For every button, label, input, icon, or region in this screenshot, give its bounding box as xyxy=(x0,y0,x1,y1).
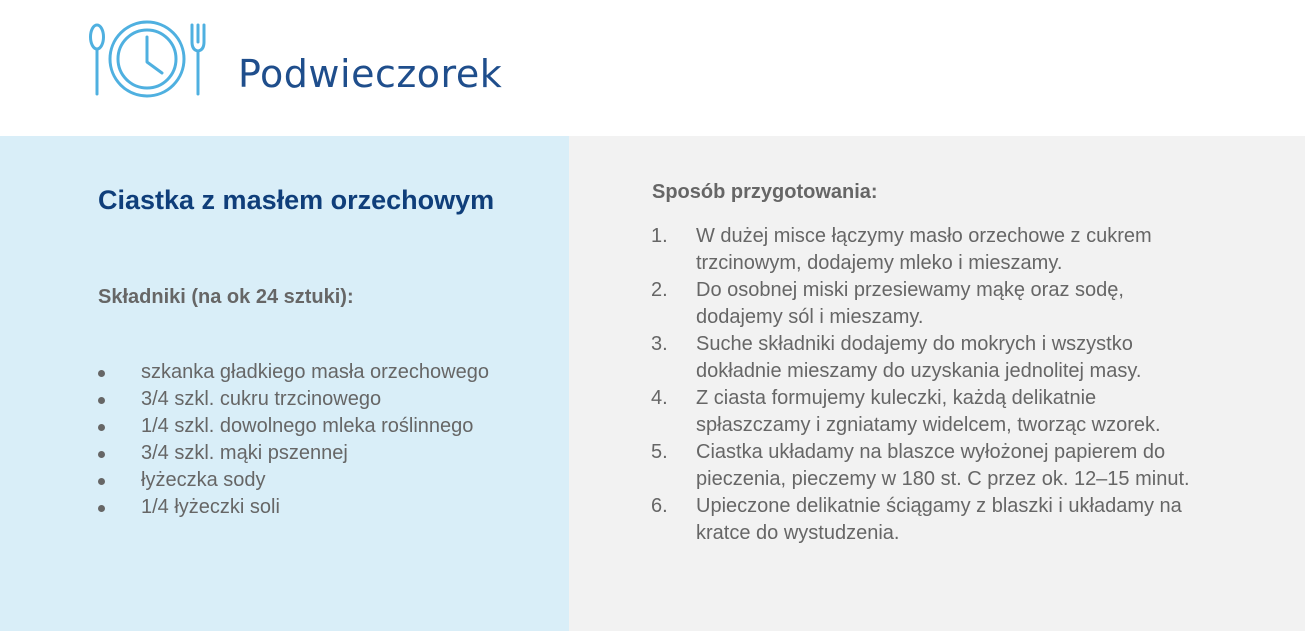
bullet-icon xyxy=(98,478,105,485)
step-item xyxy=(651,277,1211,331)
step-text: W dużej misce łączymy masło orzechowe z cukrem trzcinowym, dodajemy mleko i mieszamy. xyxy=(696,225,1152,274)
step-text: Do osobnej miski przesiewamy mąkę oraz sodę, dodajemy sól i mieszamy. xyxy=(696,279,1124,328)
step-number: 1. xyxy=(651,225,668,247)
step-item xyxy=(651,439,1211,493)
step-number: 6. xyxy=(651,495,668,517)
method-heading: Sposób przygotowania: xyxy=(652,181,878,203)
page-header xyxy=(0,0,1305,136)
bullet-icon xyxy=(98,397,105,404)
step-text: Suche składniki dodajemy do mokrych i wszystko dokładnie mieszamy do uzyskania jednolitej masy. xyxy=(696,333,1142,382)
ingredient-text: łyżeczka sody xyxy=(141,469,266,491)
ingredient-text: 3/4 szkl. mąki pszennej xyxy=(141,442,348,464)
step-number: 3. xyxy=(651,333,668,355)
ingredients-heading: Składniki (na ok 24 sztuki): xyxy=(98,286,354,308)
step-text: Z ciasta formujemy kuleczki, każdą delikatnie spłaszczamy i zgniatamy widelcem, tworząc wzorek. xyxy=(696,387,1161,436)
list-item xyxy=(98,440,538,467)
ingredient-text: szkanka gładkiego masła orzechowego xyxy=(141,361,489,383)
list-item xyxy=(98,467,538,494)
list-item xyxy=(98,359,538,386)
bullet-icon xyxy=(98,505,105,512)
step-text: Upieczone delikatnie ściągamy z blaszki i układamy na kratce do wystudzenia. xyxy=(696,495,1182,544)
plate-clock-cutlery-icon xyxy=(86,20,210,100)
step-item xyxy=(651,331,1211,385)
bullet-icon xyxy=(98,424,105,431)
step-item xyxy=(651,385,1211,439)
step-item xyxy=(651,493,1211,547)
recipe-title: Ciastka z masłem orzechowym xyxy=(98,185,495,215)
step-item xyxy=(651,223,1211,277)
list-item xyxy=(98,386,538,413)
bullet-icon xyxy=(98,451,105,458)
list-item xyxy=(98,413,538,440)
ingredients-list xyxy=(98,359,538,521)
method-steps-list xyxy=(651,223,1211,547)
step-number: 5. xyxy=(651,441,668,463)
bullet-icon xyxy=(98,370,105,377)
step-number: 2. xyxy=(651,279,668,301)
list-item xyxy=(98,494,538,521)
step-number: 4. xyxy=(651,387,668,409)
step-text: Ciastka układamy na blaszce wyłożonej papierem do pieczenia, pieczemy w 180 st. C przez ok. 12–15 minut. xyxy=(696,441,1190,490)
ingredient-text: 1/4 szkl. dowolnego mleka roślinnego xyxy=(141,415,474,437)
page-title: Podwieczorek xyxy=(238,52,503,96)
ingredient-text: 3/4 szkl. cukru trzcinowego xyxy=(141,388,382,410)
ingredient-text: 1/4 łyżeczki soli xyxy=(141,496,280,518)
